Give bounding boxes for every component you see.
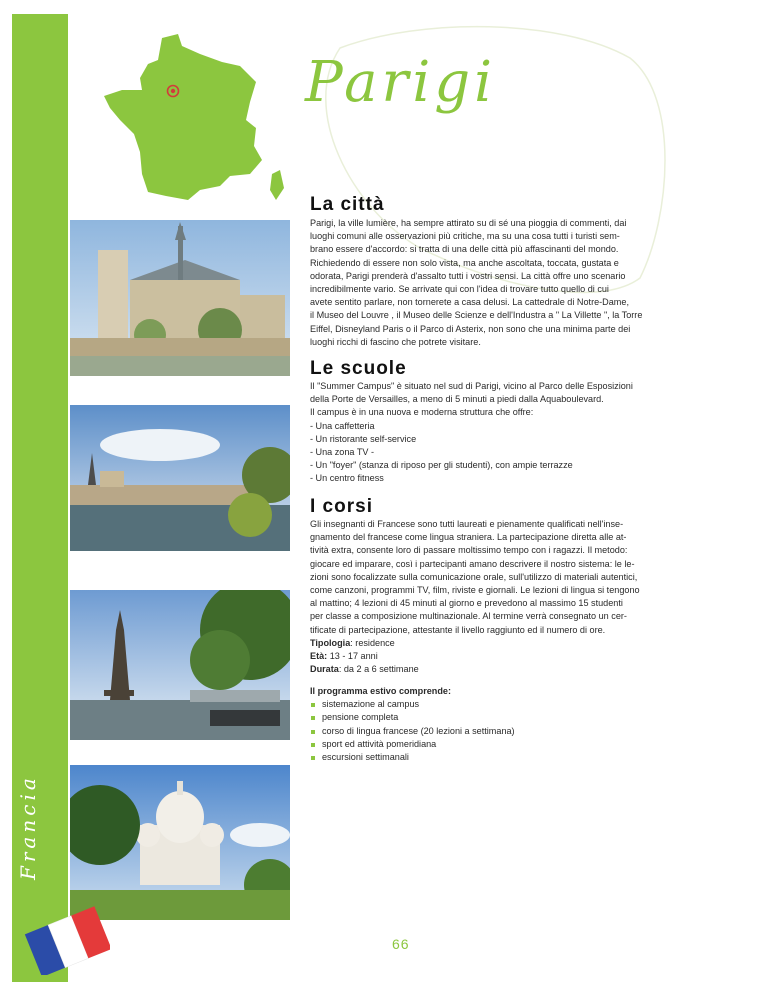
page-title: Parigi (305, 50, 496, 115)
detail-eta: Età: 13 - 17 anni (310, 651, 378, 662)
list-item: sport ed attività pomeridiana (310, 738, 672, 751)
text-scuole: Il "Summer Campus" è situato nel sud di Parigi, vicino al Parco delle Esposizioni della Porte de Versailles, a meno di 5 minuti a piedi dalla Aquaboulevard. Il campus è in una nuova e moderna struttura che offre: - Una caffetteria - Un ristorante self-service - Una zona TV - - Un "foyer" (stanza di riposo per gli studenti), con ampie terrazze - Un centro fitness (310, 381, 633, 484)
photo-notre-dame (70, 220, 290, 376)
list-item: sistemazione al campus (310, 698, 672, 711)
photo-seine (70, 405, 290, 551)
text-corsi: Gli insegnanti di Francese sono tutti laureati e pienamente qualificati nell'inse- gnamento del francese come lingua straniera. La partecipazione diretta alle at- tività extra, consente loro di passare moltissimo tempo con i ragazzi. Il metodo: giocare ed imparare, così i partecipanti amano descrivere il nostro sistema: le le- zioni sono focalizzate sulla comunicazione orale, sull'utilizzo di materiali autentici, come canzoni, programmi TV, film, riviste e giornali. Le lezioni di lingua si tengono al mattino; 4 lezioni di 45 minuti al giorno e prevedono al massimo 15 studenti per classe a composizione multinazionale. Al termine verrà consegnato un cer- tificate di partecipazione, attestante il livello raggiunto ed il numero di ore. Tipologia: residence Età: 13 - 17 anni Durata: da 2 a 6 settimane (310, 518, 672, 676)
list-item: pensione completa (310, 711, 672, 724)
page-number: 66 (392, 936, 410, 952)
detail-tipologia: Tipologia: residence (310, 637, 395, 648)
french-flag-icon (24, 905, 110, 975)
heading-citta: La città (310, 194, 385, 215)
photo-eiffel (70, 590, 290, 740)
heading-scuole: Le scuole (310, 358, 407, 379)
text-citta: Parigi, la ville lumière, ha sempre attirato su di sé una pioggia di commenti, dai luoghi comuni alle osservazioni più critiche, ma su una cosa tutti i turisti sem- brano essere d'accordo: si tratta di una delle città più affascinanti del mondo. Richiedendo di essere non solo vista, ma anche ascoltata, toccata, gustata e odorata, Parigi prenderà d'assalto tutti i vostri sensi. La città offre uno scenario incredibilmente vario. Se arrivate qui con l'idea di trovare tutto quello di cui avete sentito parlare, non tornerete a casa delusi. La cattedrale di Notre-Dame, il Museo del Louvre , il Museo delle Scienze e dell'Industra a " La Villette ", la Torre Eiffel, Disneyland Paris o il Parco di Asterix, non sono che una minima parte dei luoghi ricchi di fascino che potrete visitare. (310, 218, 643, 347)
side-label-country: Francia (16, 774, 40, 880)
programma-list (310, 685, 672, 764)
photo-sacre-coeur (70, 765, 290, 920)
detail-durata: Durata: da 2 a 6 settimane (310, 664, 419, 675)
france-map-icon (100, 24, 290, 214)
programma-heading: Il programma estivo comprende: (310, 686, 451, 696)
list-item: corso di lingua francese (20 lezioni a settimana) (310, 725, 672, 738)
list-item: escursioni settimanali (310, 751, 672, 764)
heading-corsi: I corsi (310, 496, 373, 517)
